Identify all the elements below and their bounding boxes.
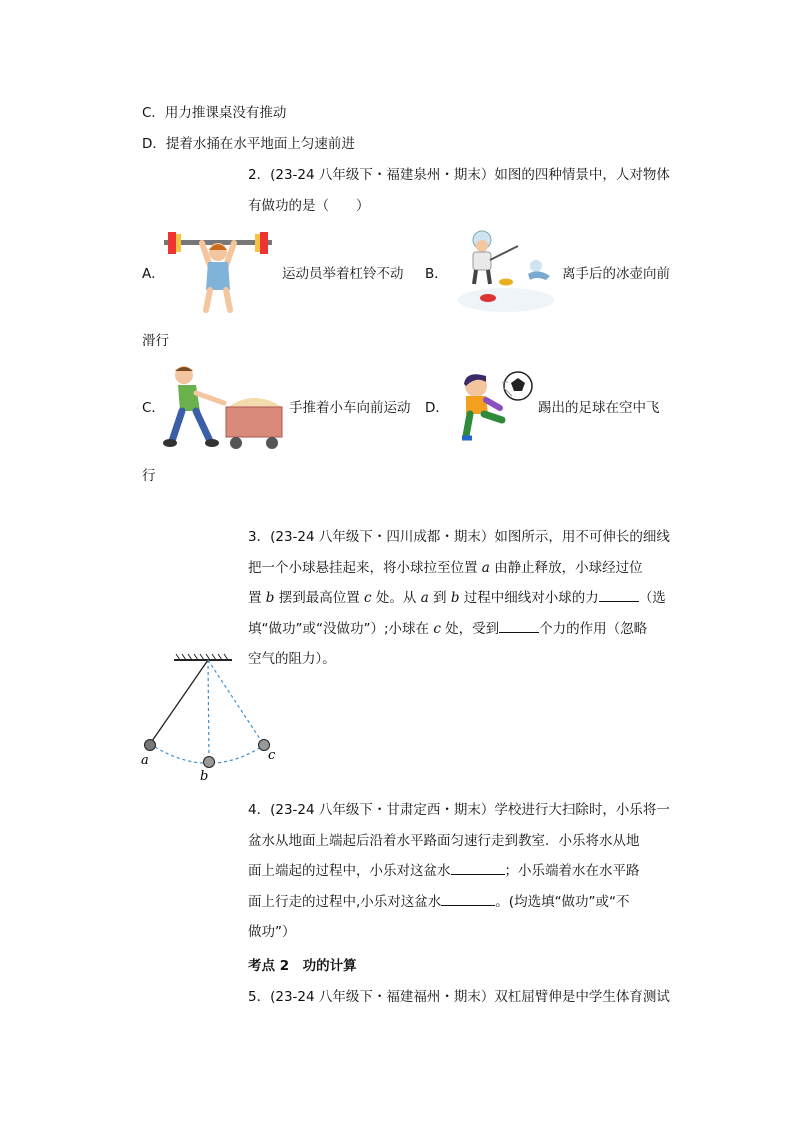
option-b-text-wrap: 滑行 xyxy=(142,333,169,349)
question-4-line-4: 面上行走的过程中,小乐对这盆水 。(均选填“做功”或“不 xyxy=(248,887,678,918)
curling-image xyxy=(446,226,558,320)
question-2-line-2: 有做功的是（ ） xyxy=(248,198,370,214)
option-b-letter: B． xyxy=(425,266,448,282)
question-2-line-1: 2．(23-24 八年级下・福建泉州・期末）如图的四种情景中，人对物体 xyxy=(248,167,670,183)
option-d: D．提着水捅在水平地面上匀速前进 xyxy=(142,136,355,152)
label-c: c xyxy=(268,748,276,763)
question-3-line-1: 3．(23-24 八年级下・四川成都・期末）如图所示，用不可伸长的细线 xyxy=(248,529,670,545)
section-heading: 考点 2 功的计算 xyxy=(248,958,357,974)
question-3-line-5: 空气的阻力）。 xyxy=(248,651,336,667)
weightlifter-image xyxy=(162,228,276,314)
label-b: b xyxy=(200,769,209,784)
option-c-text: 手推着小车向前运动 xyxy=(289,400,411,416)
question-3-line-2: 把一个小球悬挂起来，将小球拉至位置 a 由静止释放，小球经过位 xyxy=(248,559,643,576)
question-4 xyxy=(248,795,678,948)
pendulum-string xyxy=(150,660,208,744)
pushing-cart-image xyxy=(162,363,284,451)
question-5-line-1: 5．(23-24 八年级下・福建福州・期末）双杠屈臂伸是中学生体育测试 xyxy=(248,989,670,1005)
option-d-letter: D． xyxy=(425,400,449,416)
answer-blank xyxy=(499,618,539,633)
pendulum-diagram xyxy=(136,652,286,784)
question-3-line-4: 填“做功”或“没做功”）;小球在 c 处，受到 个力的作用（忽略 xyxy=(248,614,678,645)
question-4-line-1: 4．(23-24 八年级下・甘肃定西・期末）学校进行大扫除时，小乐将一 xyxy=(248,802,670,818)
option-a-letter: A． xyxy=(142,266,165,282)
question-3 xyxy=(248,522,678,675)
question-3-line-3: 置 b 摆到最高位置 c 处。从 a 到 b 过程中细线对小球的力 （选 xyxy=(248,583,678,614)
answer-blank xyxy=(451,860,505,875)
question-4-line-2: 盆水从地面上端起后沿着水平路面匀速行走到教室．小乐将水从地 xyxy=(248,832,640,849)
option-d-text: 踢出的足球在空中飞 xyxy=(538,400,660,416)
question-4-line-3: 面上端起的过程中，小乐对这盆水 ；小乐端着水在水平路 xyxy=(248,856,678,887)
option-d-text-wrap: 行 xyxy=(142,468,156,484)
answer-blank xyxy=(599,587,639,602)
label-a: a xyxy=(141,753,149,768)
option-c: C．用力推课桌没有推动 xyxy=(142,105,287,121)
option-c-letter: C． xyxy=(142,400,165,416)
answer-blank xyxy=(441,891,495,906)
option-a-text: 运动员举着杠铃不动 xyxy=(282,266,404,282)
kicking-football-image xyxy=(452,368,536,448)
question-4-line-5: 做功”） xyxy=(248,924,296,940)
option-b-text: 离手后的冰壶向前 xyxy=(562,266,670,282)
